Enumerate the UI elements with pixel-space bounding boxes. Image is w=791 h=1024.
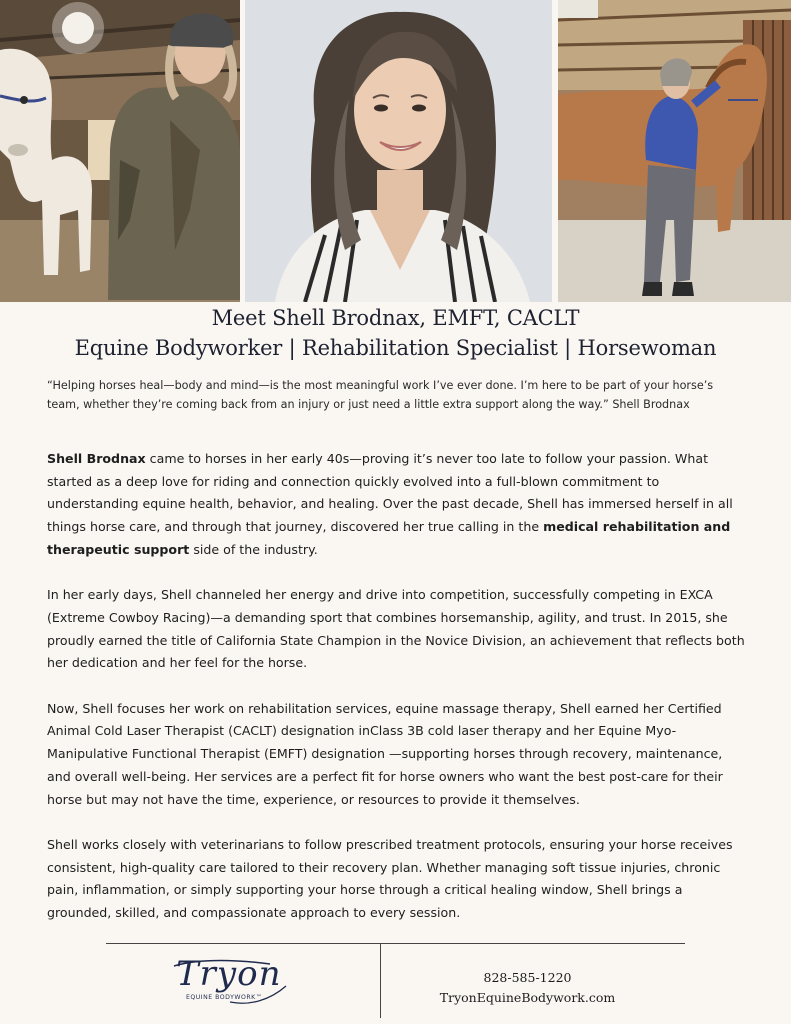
bio-paragraph-2: In her early days, Shell channeled her energy and drive into competition, successfully competing in EXCA (Extreme Cowboy Racing)—a demanding sport that combines horsemanship, agility, and trust. In 2015, she proudly earned the title of California State Champion in the Novice Division, an achievement that reflects both her dedication and her feel for the horse.: [47, 587, 745, 671]
bio-paragraph-3: Now, Shell focuses her work on rehabilitation services, equine massage therapy, Shell earned her Certified Animal Cold Laser Therapist (CACLT) designation inClass 3B cold laser therapy and her Equine Myo-Manipulative Functional Therapist (EMFT) designation —supporting horses through recovery, maintenance, and overall well-being. Her services are a perfect fit for horse owners who want the best post-care for their horse but may not have the time, experience, or resources to provide it themselves.: [47, 700, 723, 807]
bio-paragraph-4: Shell works closely with veterinarians to follow prescribed treatment protocols, ensuring your horse receives consistent, high-quality care tailored to their recovery plan. Whether managing soft tissue injuries, chronic pain, inflammation, or simply supporting your horse through a critical healing window, Shell brings a grounded, skilled, and compassionate approach to every session.: [47, 836, 733, 921]
logo-subtitle: EQUINE BODYWORK™: [186, 994, 263, 1001]
page-title: Meet Shell Brodnax, EMFT, CACLT: [211, 306, 580, 330]
page-heading: [0, 304, 791, 364]
footer-rule: [106, 943, 685, 944]
photo-barn-white-horse: [0, 0, 240, 302]
bio-body: [47, 448, 747, 947]
bio-name: Shell Brodnax: [47, 451, 146, 466]
contact-block: [400, 968, 655, 1008]
page-subtitle: Equine Bodyworker | Rehabilitation Specialist | Horsewoman: [74, 336, 717, 360]
bio-p1-text: came to horses in her early 40s—proving it’s never too late to follow your passion. What started as a deep love for riding and connection quickly evolved into a full-blown commitment to understanding equine health, behavior, and healing. Over the past decade, Shell has immersed herself in all things horse care, and through that journey, discovered her true calling in the: [47, 451, 733, 535]
testimonial-quote: “Helping horses heal—body and mind—is the most meaningful work I’ve ever done. I’m here to be part of your horse’s team, whether they’re coming back from an injury or just need a little extra support along the way.” Shell Brodnax: [47, 379, 714, 411]
footer-divider: [380, 944, 381, 1018]
tryon-logo: [170, 956, 290, 1012]
photo-strip: [0, 0, 791, 302]
photo-barn-chestnut-horse: [558, 0, 791, 302]
bio-paragraph-1: [47, 448, 747, 562]
logo-script: Tryon: [176, 954, 282, 994]
photo-portrait: [245, 0, 552, 302]
contact-website[interactable]: TryonEquineBodywork.com: [439, 990, 616, 1005]
contact-phone: 828-585-1220: [483, 970, 572, 985]
bio-p1-bold: medical rehabilitation and therapeutic support: [47, 519, 731, 557]
bio-p1-end: side of the industry.: [189, 541, 318, 557]
